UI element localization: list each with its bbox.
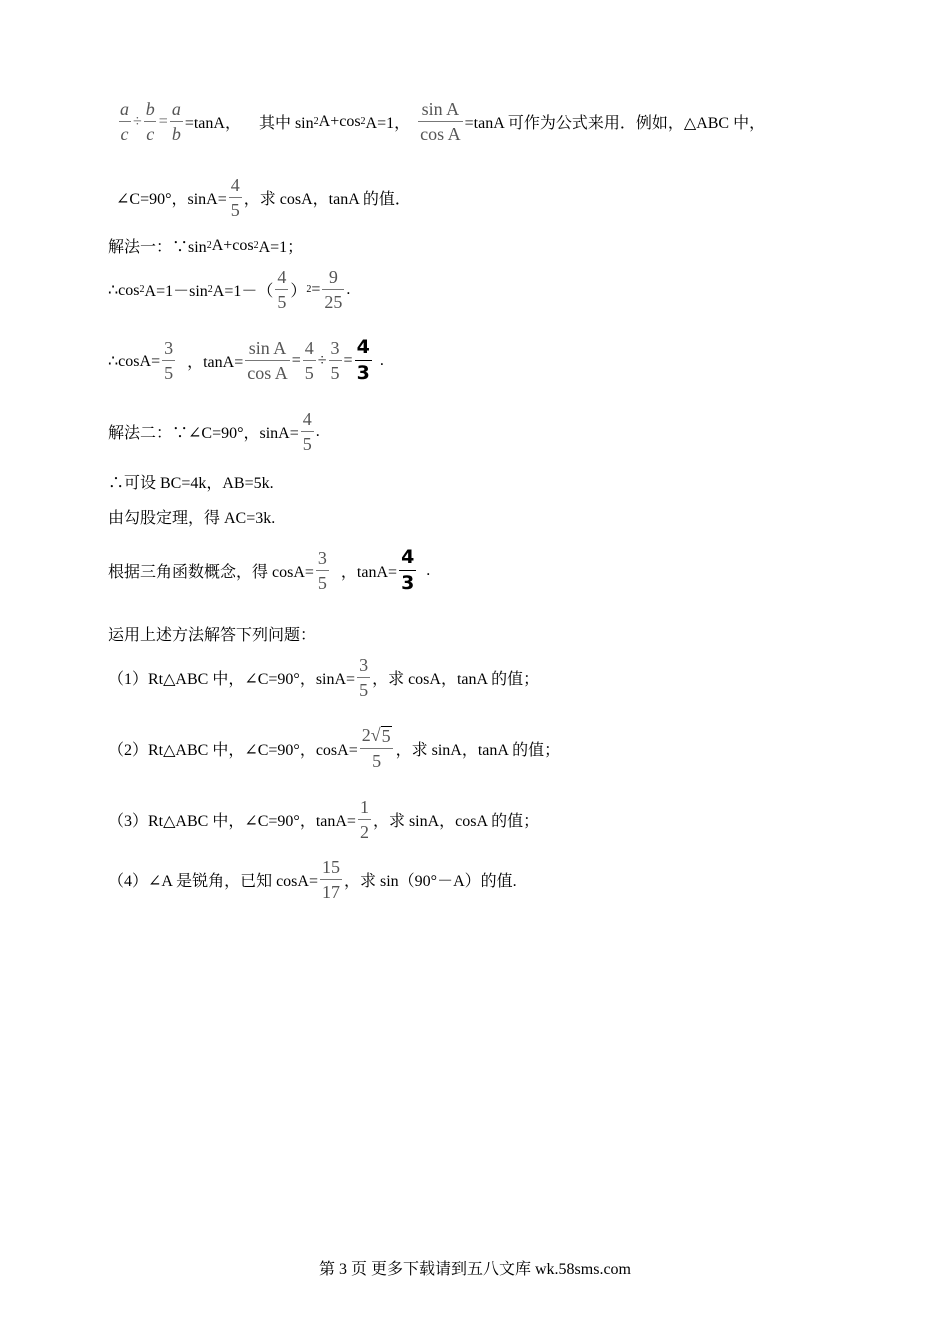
coefficient: 2 (361, 725, 371, 745)
text: . (346, 280, 351, 298)
numerator: 4 (277, 267, 287, 287)
method-one-heading (108, 234, 303, 257)
superscript: 2 (313, 116, 319, 128)
text: ，tanA= (340, 564, 398, 582)
fraction-b-over-c (144, 100, 157, 144)
superscript: 2 (360, 116, 366, 128)
numerator: a (171, 99, 181, 119)
example-line (116, 176, 411, 220)
text: 解法一：∵sin (108, 239, 207, 256)
numerator: 9 (328, 267, 338, 287)
denominator: 5 (229, 197, 242, 220)
superscript: 2 (207, 284, 213, 296)
denominator: c (144, 121, 156, 144)
numerator: 3 (359, 655, 369, 675)
text: ∠C=90°，sinA= (116, 191, 227, 209)
text: ，求 sinA，tanA 的值； (395, 741, 561, 759)
text: ∴cos (108, 281, 140, 299)
exercise-intro (108, 622, 316, 645)
numerator: a (120, 99, 129, 119)
superscript: 2 (306, 284, 312, 296)
fraction-4-5 (301, 410, 314, 454)
denominator: 5 (316, 570, 329, 593)
text: ，求 sin（90°－A）的值. (344, 873, 517, 891)
text: . (315, 422, 320, 440)
numerator: 3 (164, 338, 174, 359)
numerator: 3 (317, 548, 327, 569)
superscript: 2 (206, 240, 212, 251)
text: ，tanA= (187, 354, 244, 372)
text: 根据三角函数概念，得 cosA= (108, 564, 314, 582)
denominator: b (170, 121, 183, 144)
fraction-15-17 (320, 858, 342, 902)
text: 解法二：∵∠C=90°，sinA= (108, 425, 299, 443)
fraction-sin-over-cos (418, 100, 463, 144)
superscript: 2 (253, 240, 259, 251)
numerator: 4 (230, 175, 240, 195)
numerator: 4 (304, 338, 314, 359)
denominator: 5 (329, 360, 342, 383)
equals-sign: = (158, 112, 168, 130)
equals-sign: = (343, 351, 353, 369)
text: = (311, 280, 321, 298)
numerator: sin A (248, 338, 287, 359)
fraction-4-3 (355, 338, 372, 384)
divide-sign: ÷ (133, 112, 142, 130)
denominator: 2 (358, 819, 371, 842)
fraction-3-5 (162, 339, 175, 383)
numerator: 1 (359, 797, 369, 817)
text: ） (290, 283, 307, 301)
text: A=1， (365, 115, 411, 133)
numerator: sin A (421, 99, 460, 119)
text: A+cos (211, 236, 254, 254)
text: （2）Rt△ABC 中，∠C=90°，cosA= (108, 741, 358, 759)
denominator: 5 (275, 289, 288, 312)
denominator: 5 (301, 431, 314, 454)
text: ，求 cosA，tanA 的值； (372, 671, 540, 689)
text: A=1； (258, 239, 304, 256)
radicand: 5 (381, 726, 391, 746)
set-sides-line (108, 470, 274, 493)
fraction-a-over-c (118, 100, 131, 144)
fraction-3-5 (357, 656, 370, 700)
fraction-2-root5-over-5 (360, 726, 394, 771)
fraction-4-5 (229, 176, 242, 220)
cos-tan-result-line (108, 338, 384, 384)
denominator: 5 (357, 677, 370, 700)
text: 由勾股定理，得 AC=3k. (108, 510, 276, 527)
text: . (379, 351, 384, 369)
text: 其中 sin (258, 115, 314, 133)
text: ，求 sinA，cosA 的值； (372, 813, 540, 831)
text: 运用上述方法解答下列问题： (108, 627, 317, 644)
fraction-3-5 (329, 339, 342, 383)
numerator: 4 (401, 546, 415, 568)
superscript: 2 (139, 284, 145, 296)
denominator: 3 (356, 361, 370, 384)
denominator: c (119, 121, 131, 144)
text: ∴cosA= (108, 352, 161, 370)
fraction-4-5 (303, 339, 316, 383)
numerator: 4 (302, 409, 312, 429)
question-4 (108, 858, 517, 902)
denominator: 25 (322, 289, 344, 312)
text: （1）Rt△ABC 中，∠C=90°，sinA= (108, 671, 356, 689)
denominator: 5 (162, 360, 175, 383)
method-two-heading (108, 410, 320, 454)
fraction-sin-over-cos (245, 339, 290, 383)
denominator: 5 (303, 360, 316, 383)
fraction-9-25 (322, 268, 344, 312)
denominator: 17 (320, 879, 342, 902)
text: ，求 cosA，tanA 的值． (243, 191, 411, 209)
fraction-4-5 (275, 268, 288, 312)
denominator: cos A (418, 121, 463, 144)
question-3 (108, 798, 539, 842)
equals-sign: = (291, 351, 301, 369)
text: A+cos (318, 112, 361, 130)
text: =tanA， (184, 115, 241, 133)
pythagoras-line (108, 505, 275, 528)
divide-sign: ÷ (317, 351, 327, 369)
text: A=1－（ (212, 283, 274, 301)
square-root: √ 5 (370, 725, 391, 746)
text: =tanA 可作为公式来用．例如，△ABC 中， (464, 115, 766, 133)
numerator: b (145, 99, 155, 119)
fraction-a-over-b (170, 100, 183, 144)
text: （4）∠A 是锐角，已知 cosA= (108, 873, 318, 891)
cos-squared-line (108, 268, 350, 312)
concept-result-line (108, 548, 430, 594)
intro-line (116, 100, 765, 144)
numerator: 15 (322, 857, 340, 877)
denominator: 3 (401, 571, 415, 594)
page-footer: 第 3 页 更多下载请到五八文库 wk.58sms.com (318, 1261, 631, 1278)
numerator: 3 (330, 338, 340, 359)
numerator (360, 726, 394, 748)
text: A=1－sin (144, 283, 208, 301)
question-2 (108, 726, 560, 771)
denominator: cos A (245, 360, 290, 383)
denominator: 5 (360, 748, 393, 771)
text: ∴可设 BC=4k，AB=5k. (108, 475, 274, 492)
fraction-1-2 (358, 798, 371, 842)
text: （3）Rt△ABC 中，∠C=90°，tanA= (108, 813, 356, 831)
fraction-4-3 (399, 548, 416, 594)
fraction-3-5 (316, 549, 329, 593)
question-1 (108, 656, 539, 700)
numerator: 4 (356, 336, 370, 358)
text: . (426, 561, 431, 579)
